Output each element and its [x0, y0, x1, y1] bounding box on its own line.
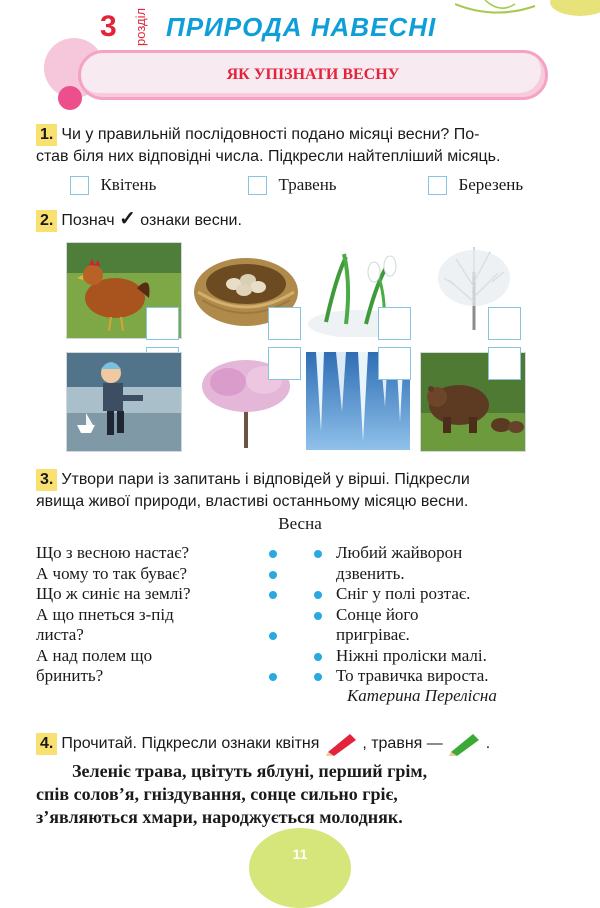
question-line: Що ж синіє на землі? [36, 584, 191, 603]
month-label: Березень [458, 175, 524, 194]
match-dot-question-2[interactable] [269, 571, 277, 579]
task-4-text-end: . [485, 735, 491, 753]
answer-box-hen[interactable] [146, 307, 179, 340]
month-label: Квітень [100, 175, 157, 194]
green-pencil-icon [447, 732, 481, 756]
poem-author: Катерина Перелісна [347, 686, 497, 705]
task-4-number: 4. [36, 733, 57, 755]
task-2-instructions [36, 208, 242, 232]
answer-box-snowdrops[interactable] [378, 307, 411, 340]
match-dot-answer-2[interactable] [314, 591, 322, 599]
topic-title: ЯК УПІЗНАТИ ВЕСНУ [226, 66, 400, 83]
task-3-instructions [36, 469, 576, 513]
paragraph-line: з’являються хмари, народжується молодняк. [36, 807, 403, 827]
answer-box-icicles[interactable] [378, 347, 411, 380]
match-dot-question-1[interactable] [269, 550, 277, 558]
match-dot-question-5[interactable] [269, 673, 277, 681]
month-checkbox-april[interactable] [70, 176, 89, 195]
task-1-text-line-1: Чи у правильній послідовності подано місяці весни? По- [61, 126, 480, 143]
match-dot-question-3[interactable] [269, 591, 277, 599]
question-line: бринить? [36, 666, 104, 685]
task-3-text-line-1: Утвори пари із запитань і відповідей у вірші. Підкресли [61, 471, 470, 488]
match-dot-question-4[interactable] [269, 632, 277, 640]
month-checkbox-may[interactable] [248, 176, 267, 195]
answer-line: Любий жайворон [336, 543, 463, 562]
section-label: розділ [133, 7, 148, 46]
section-number: 3 [100, 10, 117, 43]
paragraph-line: спів солов’я, гніздування, сонце сильно гріє, [36, 784, 398, 804]
task-1-instructions [36, 124, 576, 168]
month-option-may [248, 175, 337, 195]
task-4-text-middle: , травня — [362, 735, 443, 753]
question-line: А чому то так буває? [36, 563, 188, 583]
task-4-paragraph [36, 760, 576, 829]
question-line: А що пнеться з-під [36, 604, 174, 624]
month-label: Травень [278, 175, 337, 194]
paragraph-line: Зеленіє трава, цвітуть яблуні, перший грім, [72, 761, 428, 781]
checkmark-icon: ✓ [119, 208, 136, 230]
photo-child-with-paper-boat [66, 352, 182, 452]
poem-answers [336, 543, 489, 687]
match-dot-answer-5[interactable] [314, 673, 322, 681]
month-option-april [70, 175, 156, 195]
answer-box-bear[interactable] [488, 347, 521, 380]
match-dot-answer-1[interactable] [314, 550, 322, 558]
page-number: 11 [292, 846, 308, 862]
answer-line: Ніжні проліски малі. [336, 645, 487, 665]
answer-line: Сніг у полі розтає. [336, 584, 471, 603]
task-3-text-line-2: явища живої природи, властиві останньому місяцю весни. [36, 493, 469, 510]
answer-line: пригріває. [336, 625, 410, 644]
task-2-number: 2. [36, 210, 57, 232]
task-3-number: 3. [36, 469, 57, 491]
answer-box-blooming-tree[interactable] [268, 347, 301, 380]
task-2-text: Познач [61, 212, 115, 229]
question-line: А над полем що [36, 645, 153, 665]
task-1-number: 1. [36, 124, 57, 146]
task-4-text: Прочитай. Підкресли ознаки квітня [61, 735, 320, 753]
red-pencil-icon [324, 732, 358, 756]
task-2-text-end: ознаки весни. [140, 212, 242, 229]
answer-box-nest[interactable] [268, 307, 301, 340]
answer-line: дзвенить. [336, 563, 405, 583]
poem-title: Весна [278, 514, 322, 533]
answer-box-snowy-tree[interactable] [488, 307, 521, 340]
question-line: Що з весною настає? [36, 543, 190, 562]
answer-line: Сонце його [336, 604, 419, 624]
page-number-badge [249, 828, 351, 908]
corner-leaf-decoration [455, 0, 600, 24]
question-line: листа? [36, 625, 84, 644]
month-checkbox-march[interactable] [428, 176, 447, 195]
poem-questions [36, 543, 191, 687]
chapter-title: ПРИРОДА НАВЕСНІ [166, 12, 437, 42]
task-4-instructions [36, 732, 576, 756]
match-dot-answer-4[interactable] [314, 653, 322, 661]
answer-line: То травичка вироста. [336, 666, 489, 685]
topic-banner [78, 50, 548, 100]
month-option-march [428, 175, 523, 195]
match-dot-answer-3[interactable] [314, 612, 322, 620]
task-1-text-line-2: став біля них відповідні числа. Підкресли найтепліший місяць. [36, 148, 501, 165]
